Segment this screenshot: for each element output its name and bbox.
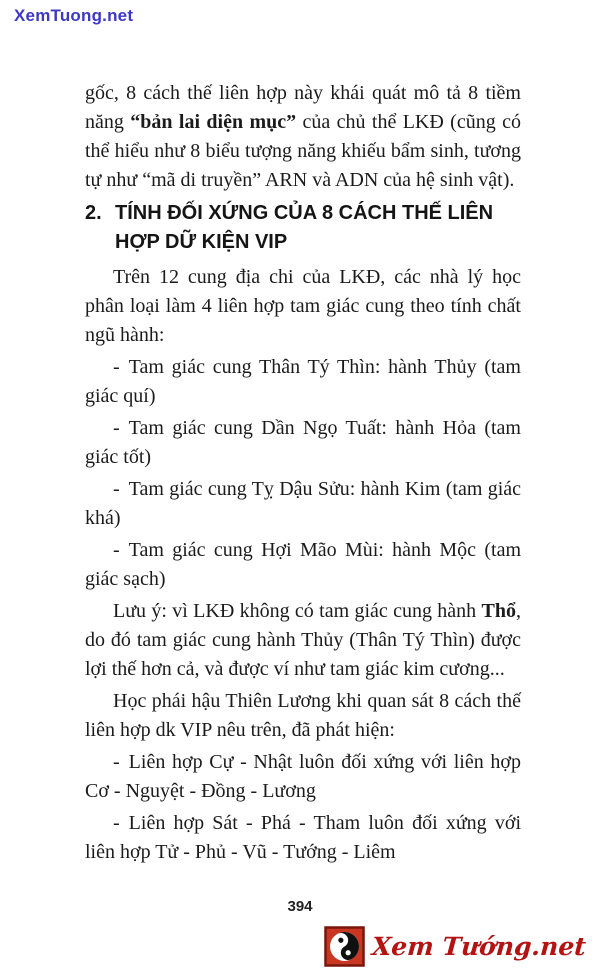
- section-title: TÍNH ĐỐI XỨNG CỦA 8 CÁCH THẾ LIÊN HỢP DỮ KIỆN VIP: [115, 202, 494, 253]
- list-item: [85, 536, 521, 594]
- list-item-text: Tam giác cung Tỵ Dậu Sửu: hành Kim (tam giác khá): [85, 478, 521, 529]
- list-item: [85, 809, 521, 867]
- paragraph-text: gốc, 8 cách thế liên hợp này khái quát mô tả 8 tiềm năng: [85, 82, 521, 133]
- list-item-text: Tam giác cung Thân Tý Thìn: hành Thủy (tam giác quí): [85, 356, 521, 407]
- list-item: [85, 475, 521, 533]
- list-item-text: Liên hợp Cự - Nhật luôn đối xứng với liên hợp Cơ - Nguyệt - Đồng - Lương: [85, 751, 521, 802]
- list-marker: -: [113, 478, 120, 500]
- list-marker: -: [113, 539, 120, 561]
- page-content: [85, 79, 521, 870]
- list-item-text: Liên hợp Sát - Phá - Tham luôn đối xứng với liên hợp Tử - Phủ - Vũ - Tướng - Liêm: [85, 812, 521, 863]
- site-logo[interactable]: [324, 926, 586, 967]
- paragraph-text: Lưu ý: vì LKĐ không có tam giác cung hành: [113, 600, 482, 622]
- paragraph-bold-text: Thổ: [481, 600, 516, 622]
- list-item: [85, 414, 521, 472]
- section-number: 2.: [85, 202, 102, 224]
- paragraph: [85, 687, 521, 745]
- paragraph-bold-text: “bản lai diện mục”: [130, 111, 297, 133]
- list-item: [85, 748, 521, 806]
- paragraph-text: của chủ thể LKĐ (cũng có thể hiểu như 8 biểu tượng năng khiếu bẩm sinh, tương tự như “mã di truyền” ARN và ADN của hệ sinh vật).: [85, 111, 521, 191]
- list-item-text: Tam giác cung Dần Ngọ Tuất: hành Hỏa (tam giác tốt): [85, 417, 521, 468]
- paragraph-text: , do đó tam giác cung hành Thủy (Thân Tý Thìn) được lợi thế hơn cả, và được ví như tam giác kim cương...: [85, 600, 521, 680]
- paragraph-note: [85, 597, 521, 684]
- page-number: 394: [287, 898, 313, 915]
- list-marker: -: [113, 751, 120, 773]
- list-marker: -: [113, 356, 120, 378]
- yin-yang-icon: [324, 926, 365, 967]
- list-marker: -: [113, 812, 120, 834]
- list-item-text: Tam giác cung Hợi Mão Mùi: hành Mộc (tam giác sạch): [85, 539, 521, 590]
- list-item: [85, 353, 521, 411]
- watermark-link[interactable]: XemTuong.net: [14, 6, 134, 25]
- list-marker: -: [113, 417, 120, 439]
- paragraph-text: Học phái hậu Thiên Lương khi quan sát 8 cách thế liên hợp dk VIP nêu trên, đã phát hiện:: [85, 690, 521, 741]
- paragraph-text: Trên 12 cung địa chi của LKĐ, các nhà lý học phân loại làm 4 liên hợp tam giác cung theo tính chất ngũ hành:: [85, 266, 521, 346]
- paragraph: [85, 263, 521, 350]
- logo-text: Xem Tướng.net: [371, 932, 588, 961]
- paragraph-intro: [85, 79, 521, 195]
- section-heading: [85, 199, 521, 257]
